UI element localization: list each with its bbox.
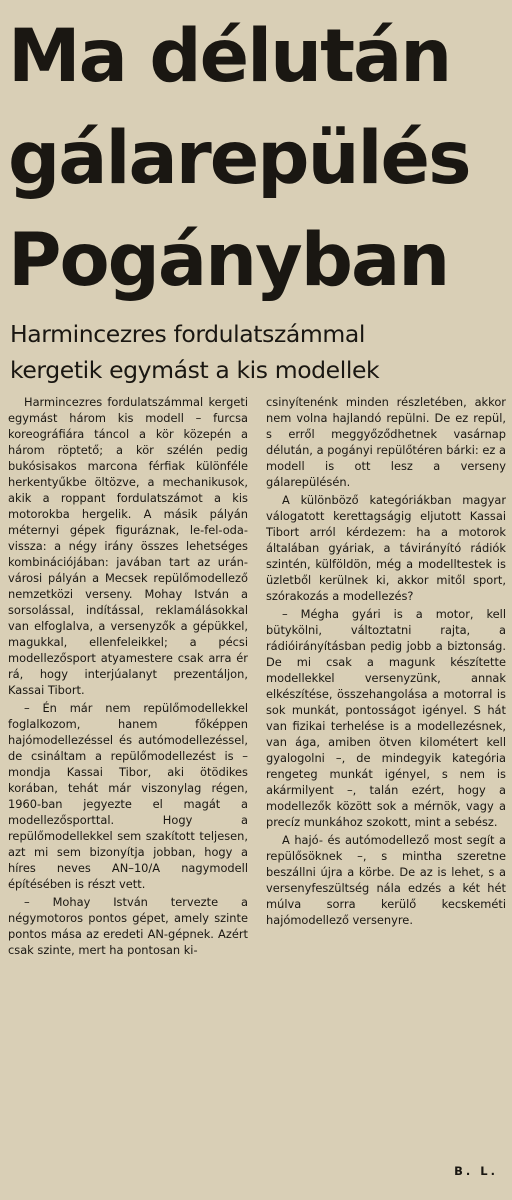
paragraph: A különböző kategóriákban magyar válogatott kerettagságig eljutott Kassai Tibort arról kérdezem: ha a motorok általában gyáriak, a távirányító rádiók szintén, külföldön, még a modelltestek is üzletből kerülnek ki, akkor mitől sport, szórakozás a modellezés?: [266, 493, 506, 603]
headline-line-3: Pogányban: [8, 218, 449, 303]
paragraph: – Én már nem repülőmodellekkel foglalkozom, hanem főképpen hajómodellezéssel és autómodellezéssel, de csináltam a repülőmodellezést is – mondja Kassai Tibor, aki ötödikes korában, tehát már viszonylag régen, 1960-ban jegyezte el magát a modellezősporttal. Hogy a repülőmodellekkel sem szakított teljesen, azt mi sem bizonyítja jobban, hogy a híres neves AN–10/A nagymodell építésében is részt vett.: [8, 701, 248, 891]
article-body: [8, 394, 506, 1194]
paragraph: A hajó- és autómodellező most segít a repülősöknek –, s mintha szeretne beszállni újra a körbe. De az is lehet, s a versenyfeszültség nála edzés a két hét múlva sorra kerülő kecskeméti hajómodellező versenyre.: [266, 833, 506, 927]
subheadline: [8, 316, 506, 392]
subheadline-line-2: kergetik egymást a kis modellek: [10, 356, 380, 384]
paragraph: – Mohay István tervezte a négymotoros pontos gépet, amely szinte pontos mása az eredeti AN-gépnek. Azért csak szinte, mert ha pontosan ki-: [8, 895, 248, 957]
headline-line-2: gálarepülés: [8, 116, 470, 201]
paragraph: Harmincezres fordulatszámmal kergeti egymást három kis modell – furcsa koreográfiára táncol a kör közepén a három röptető; a kör szélén pedig bukósisakos marcona férfiak különféle herkentyűkbe öltözve, a mechanikusok, akik a roppant fordulatszámot a kis motorokba hergelik. A másik pályán méternyi gépek figuráznak, le-fel-oda-vissza: a négy irány összes lehetséges kombinációjában: javában tart az urán-városi pályán a Mecsek repülőmodellező nemzetközi verseny. Mohay István a sorsolással, indítással, reklamálásokkal van elfoglalva, a versenyzők a gépükkel, magukkal, ellenfeleikkel; a pécsi modellezősport atyamestere csak arra ér rá, hogy interjúalanyt prezentáljon, Kassai Tibort.: [8, 395, 248, 697]
paragraph-continued: csinyítenénk minden részletében, akkor nem volna hajlandó repülni. De ez repül, s erről meggyőződhetnek vasárnap délután, a pogányi repülőtéren bárki: ez a modell is ott lesz a verseny gálarepülésén.: [266, 395, 506, 489]
right-column: [266, 394, 506, 1194]
author-signature: B. L.: [454, 1164, 498, 1178]
left-column: [8, 394, 248, 1194]
headline: [8, 0, 506, 316]
headline-line-1: Ma délután: [8, 14, 451, 99]
paragraph: – Mégha gyári is a motor, kell bütykölni, változtatni rajta, a rádióirányításban pedig jobb a biztonság. De mi csak a magunk készítette modellekkel versenyzünk, annak elkészítése, összehangolása a motorral is sok munkát, pontosságot igényel. S hát van fizikai terhelése is a modellezésnek, van ága, amiben ötven kilométert kell gyalogolni –, de mindegyik kategória rengeteg munkát igényel, s nem is akármilyent –, talán ezért, hogy a modellezők között sok a mérnök, vagy a precíz munkához szokott, mint a sebész.: [266, 607, 506, 829]
subheadline-line-1: Harmincezres fordulatszámmal: [10, 320, 366, 348]
